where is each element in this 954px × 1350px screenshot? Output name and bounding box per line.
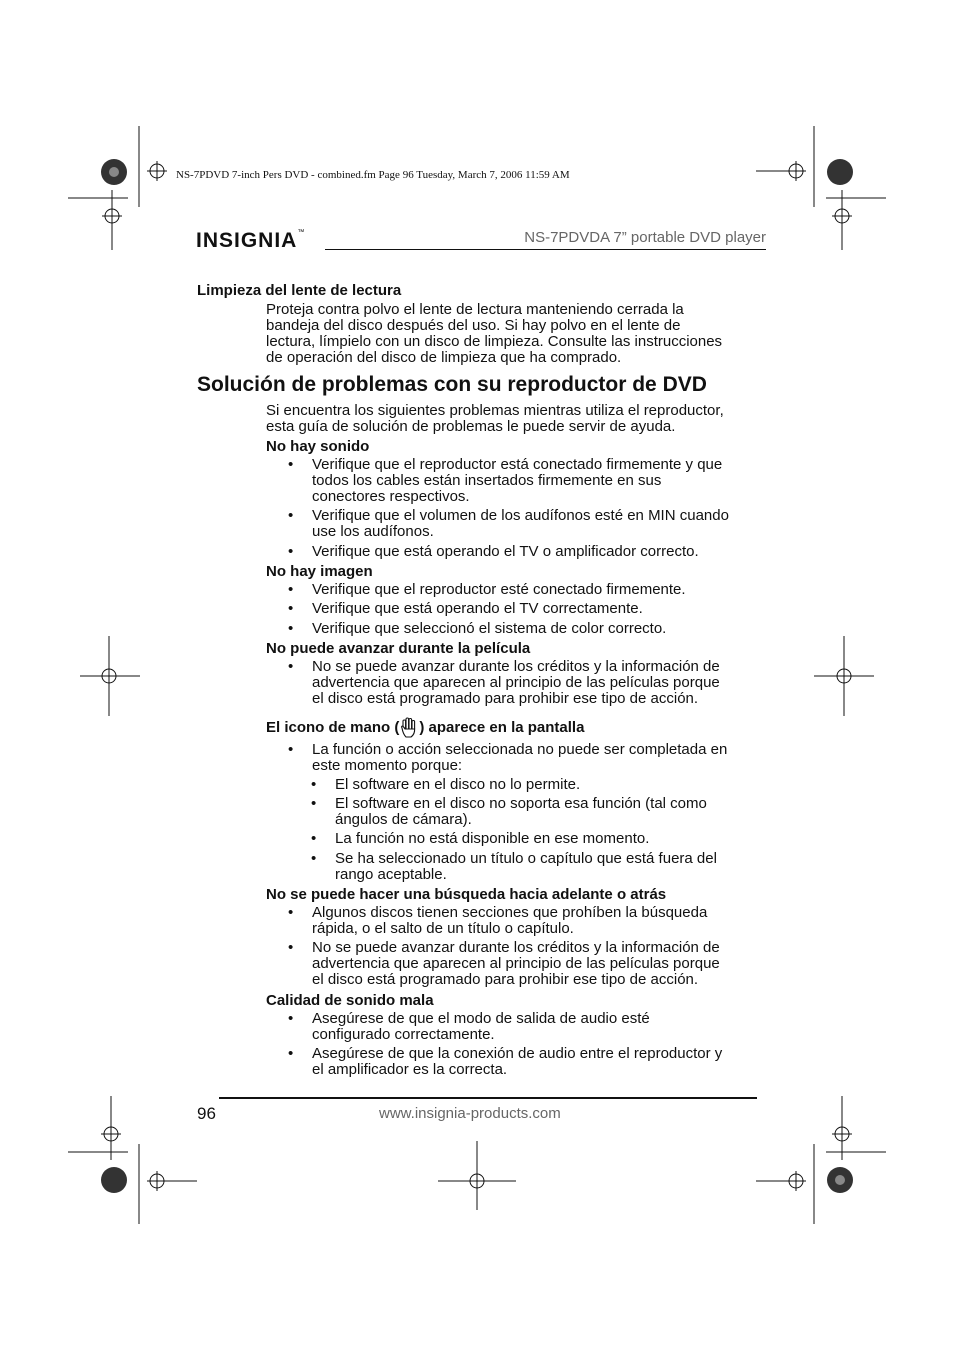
bullet: • xyxy=(311,795,317,812)
bullet: • xyxy=(288,741,294,758)
no-advance-heading: No puede avanzar durante la película xyxy=(266,640,531,657)
insignia-logo xyxy=(196,229,305,253)
no-search-heading: No se puede hacer una búsqueda hacia adelante o atrás xyxy=(266,886,667,903)
text-line: Verifique que el volumen de los audífonos esté en MIN cuando xyxy=(312,507,729,524)
text-line: de operación del disco de limpieza que ha comprado. xyxy=(266,349,622,366)
footer-url: www.insignia-products.com xyxy=(379,1105,561,1122)
text-line: esta guía de solución de problemas le puede servir de ayuda. xyxy=(266,418,676,435)
list-item xyxy=(288,507,729,540)
text-line: el disco está programado para prohibir ese tipo de acción. xyxy=(312,690,699,707)
bullet: • xyxy=(288,543,294,560)
text-line: el disco está programado para prohibir ese tipo de acción. xyxy=(312,971,699,988)
text-line: Verifique que seleccionó el sistema de color correcto. xyxy=(312,620,667,637)
text-line: configurado correctamente. xyxy=(312,1026,495,1043)
list-item xyxy=(288,1045,723,1078)
list-item xyxy=(288,939,720,988)
bad-sound-heading: Calidad de sonido mala xyxy=(266,992,434,1009)
text-line: Asegúrese de que el modo de salida de audio esté xyxy=(312,1010,650,1027)
text-line: La función o acción seleccionada no puede ser completada en xyxy=(312,741,728,758)
hand-icon xyxy=(399,716,419,738)
list-item xyxy=(288,904,708,937)
logo-text: INSIGNIA xyxy=(196,229,298,252)
text-line: Verifique que está operando el TV o amplificador correcto. xyxy=(312,543,699,560)
text-line: Verifique que el reproductor esté conectado firmemente. xyxy=(312,581,686,598)
text-line: No se puede avanzar durante los créditos y la información de xyxy=(312,658,720,675)
text-line: advertencia que aparecen al principio de las películas porque xyxy=(312,674,720,691)
text-line: ángulos de cámara). xyxy=(335,811,472,828)
text-line: El software en el disco no soporta esa función (tal como xyxy=(335,795,707,812)
text-line: el amplificador es la correcta. xyxy=(312,1061,508,1078)
text-line: todos los cables están insertados firmemente en sus xyxy=(312,472,662,489)
text-line: use los audífonos. xyxy=(312,523,434,540)
bullet: • xyxy=(288,581,294,598)
hand-icon-heading xyxy=(266,716,584,738)
bullet: • xyxy=(288,456,294,473)
heading-part: ) aparece en la pantalla xyxy=(419,719,585,736)
text-line: este momento porque: xyxy=(312,757,463,774)
header-model: NS-7PDVDA 7” portable DVD player xyxy=(524,229,766,246)
text-line: rango aceptable. xyxy=(335,866,447,883)
list-item xyxy=(288,658,720,707)
no-sound-heading: No hay sonido xyxy=(266,438,370,455)
text-line: Proteja contra polvo el lente de lectura manteniendo cerrada la xyxy=(266,301,684,318)
text-line: No se puede avanzar durante los créditos y la información de xyxy=(312,939,720,956)
bullet: • xyxy=(311,776,317,793)
list-item xyxy=(288,620,667,637)
text-line: La función no está disponible en ese momento. xyxy=(335,830,650,847)
bullet: • xyxy=(288,507,294,524)
bullet: • xyxy=(288,620,294,637)
text-line: bandeja del disco después del uso. Si hay polvo en el lente de xyxy=(266,317,681,334)
bullet: • xyxy=(288,1010,294,1027)
no-image-heading: No hay imagen xyxy=(266,563,373,580)
cleaning-heading: Limpieza del lente de lectura xyxy=(197,282,402,299)
list-item xyxy=(288,456,723,505)
section-title: Solución de problemas con su reproductor de DVD xyxy=(197,373,707,396)
sub-list-item xyxy=(311,830,650,847)
bullet: • xyxy=(311,850,317,867)
text-line: rápida, o el salto de un título o capítulo. xyxy=(312,920,574,937)
heading-part: El icono de mano ( xyxy=(266,719,400,736)
file-slug: NS-7PDVD 7-inch Pers DVD - combined.fm Page 96 Tuesday, March 7, 2006 11:59 AM xyxy=(176,169,570,181)
logo-tm: ™ xyxy=(297,229,306,236)
text-line: El software en el disco no lo permite. xyxy=(335,776,581,793)
text-line: Verifique que está operando el TV correctamente. xyxy=(312,600,643,617)
bullet: • xyxy=(288,658,294,675)
sub-list-item xyxy=(311,850,717,883)
intro-paragraph xyxy=(266,403,758,435)
bullet: • xyxy=(288,904,294,921)
text-line: Algunos discos tienen secciones que prohíben la búsqueda xyxy=(312,904,708,921)
text-line: lectura, límpielo con un disco de limpieza. Consulte las instrucciones xyxy=(266,333,723,350)
text-line: Se ha seleccionado un título o capítulo que está fuera del xyxy=(335,850,717,867)
header-rule xyxy=(325,249,766,250)
text-line: Verifique que el reproductor está conectado firmemente y que xyxy=(312,456,723,473)
list-item xyxy=(288,1010,650,1043)
list-item xyxy=(288,741,728,774)
list-item xyxy=(288,600,643,617)
sub-list-item xyxy=(311,776,581,793)
text-line: Si encuentra los siguientes problemas mientras utiliza el reproductor, xyxy=(266,402,724,419)
bullet: • xyxy=(288,1045,294,1062)
cleaning-paragraph xyxy=(266,302,758,366)
bullet: • xyxy=(311,830,317,847)
text-line: conectores respectivos. xyxy=(312,488,470,505)
list-item xyxy=(288,543,699,560)
bullet: • xyxy=(288,600,294,617)
page-number: 96 xyxy=(197,1104,216,1123)
bullet: • xyxy=(288,939,294,956)
list-item xyxy=(288,581,686,598)
sub-list-item xyxy=(311,795,707,828)
text-line: advertencia que aparecen al principio de las películas porque xyxy=(312,955,720,972)
footer-rule xyxy=(219,1097,757,1099)
text-line: Asegúrese de que la conexión de audio entre el reproductor y xyxy=(312,1045,723,1062)
